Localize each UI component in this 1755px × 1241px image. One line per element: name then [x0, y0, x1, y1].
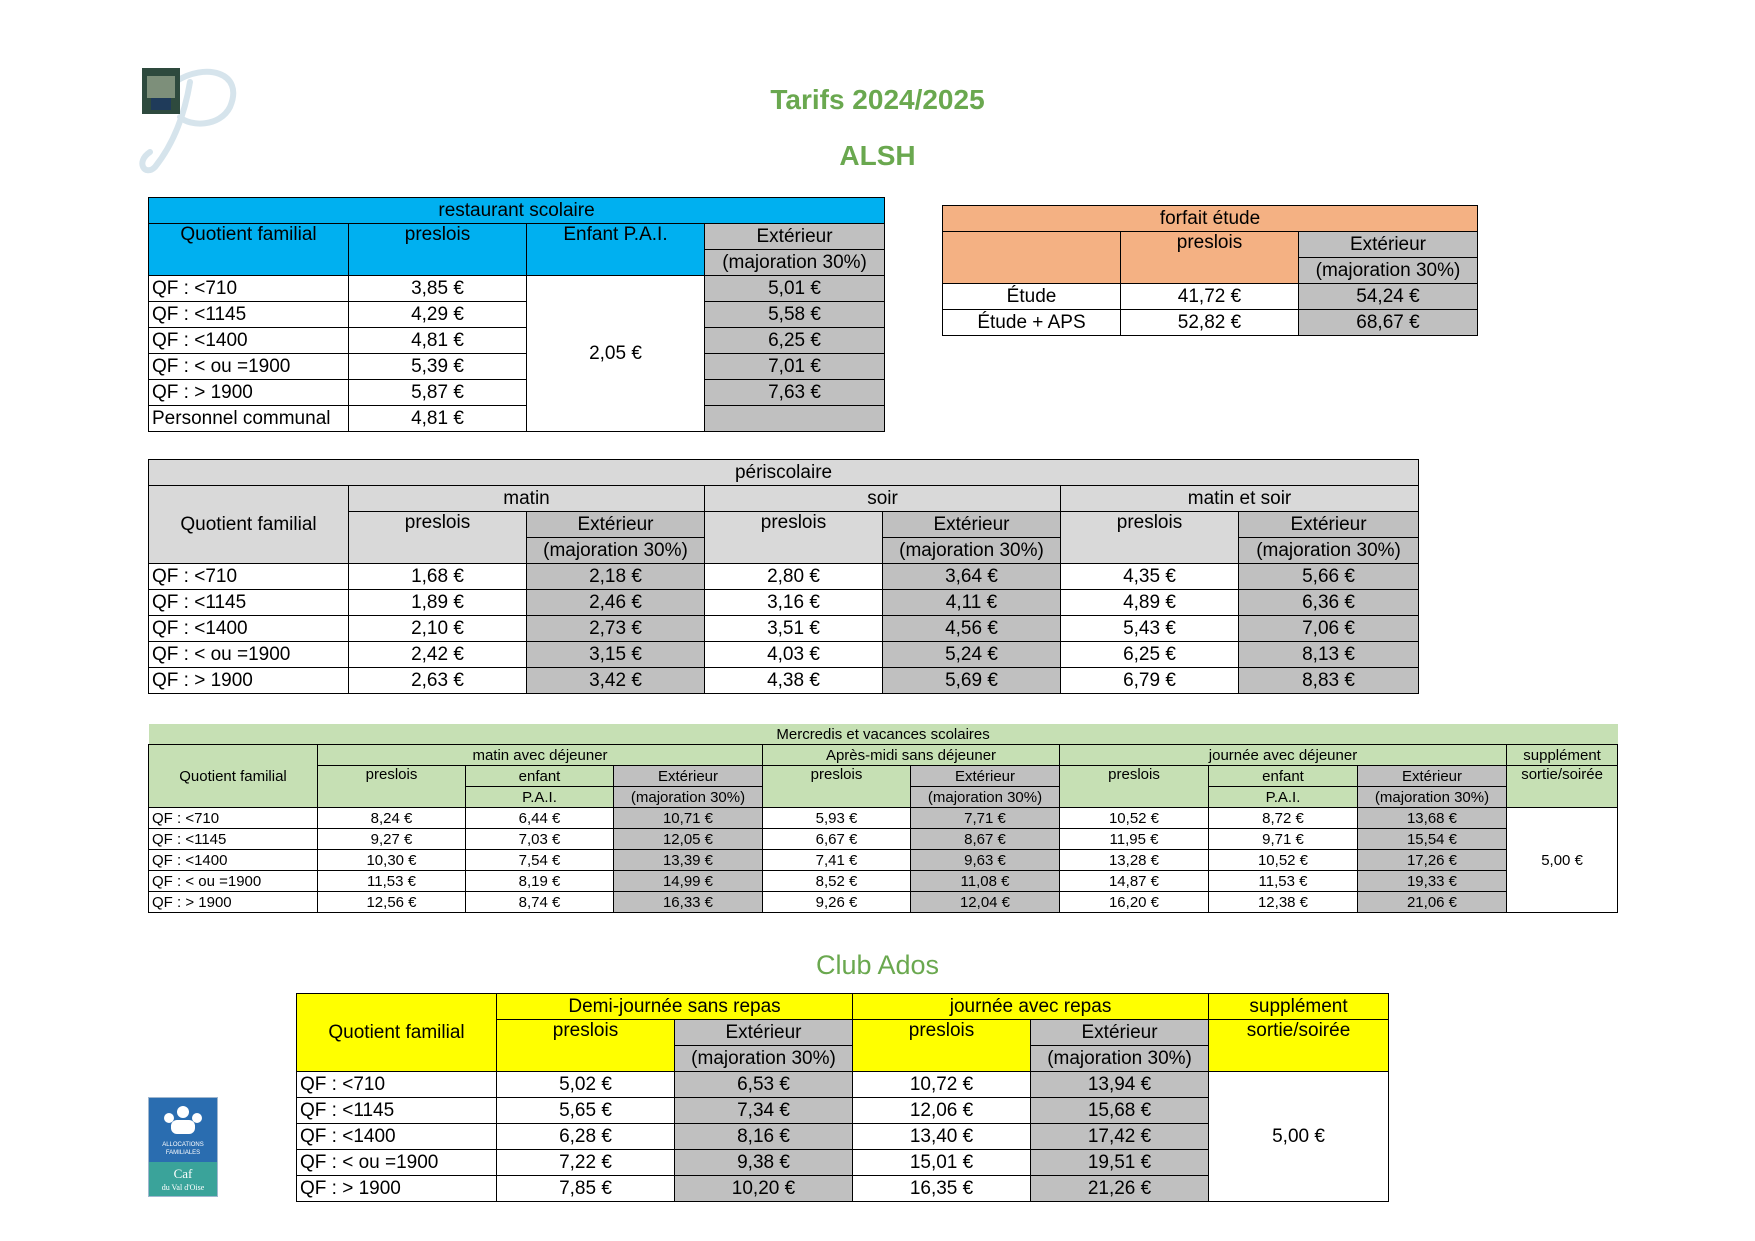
- club-journee-preslois: 15,01 €: [853, 1150, 1031, 1176]
- table-row: [149, 302, 885, 328]
- club-demi-ext: 7,34 €: [675, 1098, 853, 1124]
- peri-soir-preslois: 4,03 €: [705, 642, 883, 668]
- merc-aprem-ext: 7,71 €: [911, 808, 1060, 829]
- club-qf: QF : <1145: [297, 1098, 497, 1124]
- peri-h-soir: soir: [705, 486, 1061, 512]
- peri-h-maj: (majoration 30%): [883, 538, 1061, 564]
- caf-region: du Val d'Oise: [161, 1183, 205, 1192]
- resto-preslois: 5,39 €: [349, 354, 527, 380]
- caf-name: Caf: [173, 1166, 193, 1181]
- resto-ext: 5,01 €: [705, 276, 885, 302]
- club-journee-preslois: 16,35 €: [853, 1176, 1031, 1202]
- peri-h-preslois: preslois: [1061, 512, 1239, 564]
- peri-soir-preslois: 3,51 €: [705, 616, 883, 642]
- club-supp-value: 5,00 €: [1209, 1072, 1389, 1202]
- merc-journee-preslois: 10,52 €: [1060, 808, 1209, 829]
- peri-matin-preslois: 1,68 €: [349, 564, 527, 590]
- merc-journee-preslois: 16,20 €: [1060, 892, 1209, 913]
- caf-family-icon: [149, 1098, 217, 1162]
- resto-qf: QF : < ou =1900: [149, 354, 349, 380]
- club-demi-ext: 9,38 €: [675, 1150, 853, 1176]
- peri-qf: QF : < ou =1900: [149, 642, 349, 668]
- merc-matin-ext: 10,71 €: [614, 808, 763, 829]
- merc-journee-preslois: 14,87 €: [1060, 871, 1209, 892]
- peri-qf: QF : <710: [149, 564, 349, 590]
- merc-h-pai: P.A.I.: [1209, 787, 1358, 808]
- merc-h-preslois: preslois: [763, 766, 911, 808]
- club-journee-ext: 13,94 €: [1031, 1072, 1209, 1098]
- etude-label: Étude + APS: [943, 310, 1121, 336]
- merc-matin-pai: 7,03 €: [466, 829, 614, 850]
- club-journee-ext: 17,42 €: [1031, 1124, 1209, 1150]
- etude-label: Étude: [943, 284, 1121, 310]
- merc-qf: QF : <1145: [149, 829, 318, 850]
- club-demi-ext: 6,53 €: [675, 1072, 853, 1098]
- peri-soir-preslois: 3,16 €: [705, 590, 883, 616]
- resto-preslois: 3,85 €: [349, 276, 527, 302]
- caf-logo: [148, 1097, 218, 1197]
- etude-h-maj: (majoration 30%): [1299, 258, 1478, 284]
- resto-ext: 6,25 €: [705, 328, 885, 354]
- resto-ext: 7,01 €: [705, 354, 885, 380]
- table-row: [149, 808, 1618, 829]
- peri-matin-preslois: 1,89 €: [349, 590, 527, 616]
- club-qf: QF : <710: [297, 1072, 497, 1098]
- peri-matin-ext: 3,15 €: [527, 642, 705, 668]
- merc-matin-pai: 8,74 €: [466, 892, 614, 913]
- table-row: [149, 871, 1618, 892]
- club-h-maj: (majoration 30%): [1031, 1046, 1209, 1072]
- merc-aprem-ext: 12,04 €: [911, 892, 1060, 913]
- peri-qf: QF : > 1900: [149, 668, 349, 694]
- merc-matin-pai: 7,54 €: [466, 850, 614, 871]
- merc-h-ext: Extérieur: [1358, 766, 1507, 787]
- merc-h-preslois: preslois: [1060, 766, 1209, 808]
- peri-matin-ext: 2,18 €: [527, 564, 705, 590]
- merc-h-maj: (majoration 30%): [1358, 787, 1507, 808]
- peri-matin-preslois: 2,63 €: [349, 668, 527, 694]
- peri-soir-ext: 3,64 €: [883, 564, 1061, 590]
- club-h-ext: Extérieur: [675, 1020, 853, 1046]
- merc-matin-pai: 8,19 €: [466, 871, 614, 892]
- peri-h-ext: Extérieur: [1239, 512, 1419, 538]
- merc-aprem-preslois: 5,93 €: [763, 808, 911, 829]
- merc-h-journee: journée avec déjeuner: [1060, 745, 1507, 766]
- resto-qf: QF : <1145: [149, 302, 349, 328]
- club-demi-preslois: 5,02 €: [497, 1072, 675, 1098]
- club-h-demi: Demi-journée sans repas: [497, 994, 853, 1020]
- etude-h-preslois: preslois: [1121, 232, 1299, 284]
- peri-ms-ext: 6,36 €: [1239, 590, 1419, 616]
- merc-aprem-preslois: 7,41 €: [763, 850, 911, 871]
- club-h-supp2: sortie/soirée: [1209, 1020, 1389, 1072]
- club-demi-ext: 8,16 €: [675, 1124, 853, 1150]
- club-table: [296, 993, 1389, 1202]
- peri-table: [148, 459, 1419, 694]
- table-row: [149, 354, 885, 380]
- merc-journee-pai: 10,52 €: [1209, 850, 1358, 871]
- resto-table: [148, 197, 885, 432]
- club-h-supp1: supplément: [1209, 994, 1389, 1020]
- club-qf: QF : > 1900: [297, 1176, 497, 1202]
- merc-matin-ext: 13,39 €: [614, 850, 763, 871]
- merc-aprem-preslois: 9,26 €: [763, 892, 911, 913]
- peri-h-qf: Quotient familial: [149, 486, 349, 564]
- merc-h-maj: (majoration 30%): [911, 787, 1060, 808]
- club-h-journee: journée avec repas: [853, 994, 1209, 1020]
- merc-qf: QF : <710: [149, 808, 318, 829]
- resto-preslois: 4,81 €: [349, 406, 527, 432]
- merc-matin-pai: 6,44 €: [466, 808, 614, 829]
- peri-ms-preslois: 6,25 €: [1061, 642, 1239, 668]
- merc-journee-preslois: 11,95 €: [1060, 829, 1209, 850]
- table-row: [149, 829, 1618, 850]
- etude-h-empty: [943, 232, 1121, 284]
- merc-h-ext: Extérieur: [614, 766, 763, 787]
- club-journee-preslois: 10,72 €: [853, 1072, 1031, 1098]
- merc-journee-preslois: 13,28 €: [1060, 850, 1209, 871]
- peri-ms-ext: 8,83 €: [1239, 668, 1419, 694]
- merc-table: [148, 724, 1618, 913]
- etude-ext: 68,67 €: [1299, 310, 1478, 336]
- merc-h-qf: Quotient familial: [149, 745, 318, 808]
- peri-h-maj: (majoration 30%): [1239, 538, 1419, 564]
- merc-aprem-preslois: 6,67 €: [763, 829, 911, 850]
- club-journee-ext: 19,51 €: [1031, 1150, 1209, 1176]
- caf-text-block: [149, 1162, 217, 1196]
- club-h-qf: Quotient familial: [297, 994, 497, 1072]
- merc-h-ext: Extérieur: [911, 766, 1060, 787]
- table-row: [149, 850, 1618, 871]
- merc-journee-pai: 9,71 €: [1209, 829, 1358, 850]
- merc-journee-ext: 15,54 €: [1358, 829, 1507, 850]
- etude-table: [942, 205, 1478, 336]
- table-row: [149, 380, 885, 406]
- page-subtitle: ALSH: [839, 140, 916, 171]
- resto-qf: QF : <1400: [149, 328, 349, 354]
- peri-qf: QF : <1400: [149, 616, 349, 642]
- table-row: [149, 616, 1419, 642]
- peri-h-ms: matin et soir: [1061, 486, 1419, 512]
- resto-ext: [705, 406, 885, 432]
- table-row: [149, 668, 1419, 694]
- table-row: [297, 1072, 1389, 1098]
- merc-aprem-ext: 9,63 €: [911, 850, 1060, 871]
- caf-logo-bottom: [149, 1162, 217, 1196]
- merc-journee-pai: 8,72 €: [1209, 808, 1358, 829]
- peri-h-maj: (majoration 30%): [527, 538, 705, 564]
- peri-soir-ext: 4,56 €: [883, 616, 1061, 642]
- resto-h-pai: Enfant P.A.I.: [527, 224, 705, 276]
- etude-ext: 54,24 €: [1299, 284, 1478, 310]
- resto-ext: 5,58 €: [705, 302, 885, 328]
- club-h-ext: Extérieur: [1031, 1020, 1209, 1046]
- peri-matin-ext: 2,73 €: [527, 616, 705, 642]
- merc-journee-pai: 12,38 €: [1209, 892, 1358, 913]
- club-demi-preslois: 7,22 €: [497, 1150, 675, 1176]
- peri-h-matin: matin: [349, 486, 705, 512]
- table-row: [149, 406, 885, 432]
- club-h-preslois: preslois: [497, 1020, 675, 1072]
- resto-h-qf: Quotient familial: [149, 224, 349, 276]
- merc-matin-ext: 16,33 €: [614, 892, 763, 913]
- merc-matin-preslois: 12,56 €: [318, 892, 466, 913]
- peri-ms-preslois: 6,79 €: [1061, 668, 1239, 694]
- club-qf: QF : <1400: [297, 1124, 497, 1150]
- club-h-preslois: preslois: [853, 1020, 1031, 1072]
- etude-title: forfait étude: [943, 206, 1478, 232]
- club-demi-preslois: 7,85 €: [497, 1176, 675, 1202]
- table-row: [149, 564, 1419, 590]
- resto-pai-value: 2,05 €: [527, 276, 705, 432]
- club-journee-preslois: 13,40 €: [853, 1124, 1031, 1150]
- resto-preslois: 4,81 €: [349, 328, 527, 354]
- resto-qf: QF : > 1900: [149, 380, 349, 406]
- merc-h-maj: (majoration 30%): [614, 787, 763, 808]
- peri-soir-preslois: 2,80 €: [705, 564, 883, 590]
- merc-h-pai: P.A.I.: [466, 787, 614, 808]
- resto-qf: QF : <710: [149, 276, 349, 302]
- resto-h-preslois: preslois: [349, 224, 527, 276]
- peri-ms-preslois: 4,35 €: [1061, 564, 1239, 590]
- club-demi-preslois: 5,65 €: [497, 1098, 675, 1124]
- peri-soir-preslois: 4,38 €: [705, 668, 883, 694]
- resto-h-maj: (majoration 30%): [705, 250, 885, 276]
- peri-ms-ext: 7,06 €: [1239, 616, 1419, 642]
- peri-matin-ext: 2,46 €: [527, 590, 705, 616]
- peri-title: périscolaire: [149, 460, 1419, 486]
- merc-matin-preslois: 9,27 €: [318, 829, 466, 850]
- club-qf: QF : < ou =1900: [297, 1150, 497, 1176]
- merc-qf: QF : <1400: [149, 850, 318, 871]
- resto-h-ext: Extérieur: [705, 224, 885, 250]
- caf-logo-top: [149, 1098, 217, 1162]
- peri-matin-preslois: 2,10 €: [349, 616, 527, 642]
- table-row: [149, 892, 1618, 913]
- club-demi-preslois: 6,28 €: [497, 1124, 675, 1150]
- peri-h-ext: Extérieur: [527, 512, 705, 538]
- club-journee-preslois: 12,06 €: [853, 1098, 1031, 1124]
- peri-h-preslois: preslois: [349, 512, 527, 564]
- table-row: [943, 310, 1478, 336]
- merc-matin-preslois: 10,30 €: [318, 850, 466, 871]
- merc-matin-preslois: 11,53 €: [318, 871, 466, 892]
- merc-h-aprem: Après-midi sans déjeuner: [763, 745, 1060, 766]
- merc-journee-pai: 11,53 €: [1209, 871, 1358, 892]
- etude-preslois: 41,72 €: [1121, 284, 1299, 310]
- merc-qf: QF : < ou =1900: [149, 871, 318, 892]
- merc-h-enfant: enfant: [466, 766, 614, 787]
- table-row: [149, 590, 1419, 616]
- peri-qf: QF : <1145: [149, 590, 349, 616]
- merc-journee-ext: 13,68 €: [1358, 808, 1507, 829]
- merc-aprem-ext: 11,08 €: [911, 871, 1060, 892]
- peri-soir-ext: 5,24 €: [883, 642, 1061, 668]
- peri-ms-ext: 5,66 €: [1239, 564, 1419, 590]
- table-row: [149, 328, 885, 354]
- merc-aprem-ext: 8,67 €: [911, 829, 1060, 850]
- peri-matin-ext: 3,42 €: [527, 668, 705, 694]
- peri-ms-ext: 8,13 €: [1239, 642, 1419, 668]
- caf-line2: FAMILIALES: [165, 1150, 201, 1156]
- merc-aprem-preslois: 8,52 €: [763, 871, 911, 892]
- peri-soir-ext: 4,11 €: [883, 590, 1061, 616]
- resto-preslois: 5,87 €: [349, 380, 527, 406]
- etude-h-ext: Extérieur: [1299, 232, 1478, 258]
- merc-journee-ext: 19,33 €: [1358, 871, 1507, 892]
- merc-matin-ext: 12,05 €: [614, 829, 763, 850]
- resto-preslois: 4,29 €: [349, 302, 527, 328]
- resto-ext: 7,63 €: [705, 380, 885, 406]
- club-h-maj: (majoration 30%): [675, 1046, 853, 1072]
- merc-title: Mercredis et vacances scolaires: [149, 724, 1618, 745]
- caf-line1: ALLOCATIONS: [162, 1142, 204, 1148]
- merc-matin-preslois: 8,24 €: [318, 808, 466, 829]
- table-row: [149, 642, 1419, 668]
- table-row: [149, 276, 885, 302]
- peri-soir-ext: 5,69 €: [883, 668, 1061, 694]
- club-title: Club Ados: [815, 950, 940, 980]
- page-title: Tarifs 2024/2025: [770, 84, 985, 115]
- club-journee-ext: 15,68 €: [1031, 1098, 1209, 1124]
- merc-journee-ext: 21,06 €: [1358, 892, 1507, 913]
- peri-matin-preslois: 2,42 €: [349, 642, 527, 668]
- club-journee-ext: 21,26 €: [1031, 1176, 1209, 1202]
- merc-h-preslois: preslois: [318, 766, 466, 808]
- peri-ms-preslois: 4,89 €: [1061, 590, 1239, 616]
- peri-h-ext: Extérieur: [883, 512, 1061, 538]
- resto-qf: Personnel communal: [149, 406, 349, 432]
- merc-h-supp2: sortie/soirée: [1507, 766, 1618, 808]
- merc-h-supp1: supplément: [1507, 745, 1618, 766]
- etude-preslois: 52,82 €: [1121, 310, 1299, 336]
- merc-h-enfant: enfant: [1209, 766, 1358, 787]
- merc-journee-ext: 17,26 €: [1358, 850, 1507, 871]
- merc-supp-value: 5,00 €: [1507, 808, 1618, 913]
- merc-matin-ext: 14,99 €: [614, 871, 763, 892]
- resto-title: restaurant scolaire: [149, 198, 885, 224]
- club-demi-ext: 10,20 €: [675, 1176, 853, 1202]
- merc-qf: QF : > 1900: [149, 892, 318, 913]
- peri-h-preslois: preslois: [705, 512, 883, 564]
- table-row: [943, 284, 1478, 310]
- peri-ms-preslois: 5,43 €: [1061, 616, 1239, 642]
- merc-h-matin: matin avec déjeuner: [318, 745, 763, 766]
